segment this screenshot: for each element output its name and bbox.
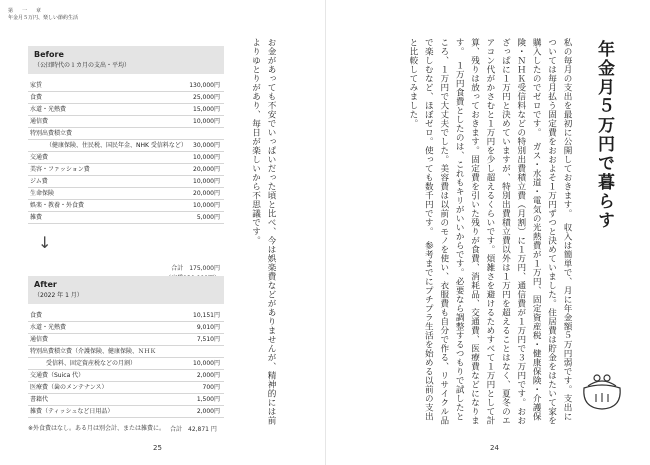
expense-row xyxy=(28,334,224,346)
expense-amount: 2,000円 xyxy=(196,372,220,379)
expense-amount: 10,000円 xyxy=(193,178,220,185)
after-expense-list xyxy=(28,310,224,418)
expense-row xyxy=(28,406,224,418)
expense-label: 特別出費積立費（介護保険、健康保険、ＮＨＫ xyxy=(30,348,157,355)
after-expense-box xyxy=(28,276,224,418)
before-title: Before xyxy=(34,50,64,59)
expense-amount: 15,000円 xyxy=(193,106,220,113)
expense-label: 受信料、固定資産税などの月割） xyxy=(46,360,137,367)
expense-row xyxy=(28,92,224,104)
expense-amount: 10,151円 xyxy=(193,312,220,319)
chapter-subtitle: 年金月５万円、楽しい節約生活 xyxy=(8,15,79,21)
expense-row xyxy=(28,370,224,382)
before-expense-box xyxy=(28,46,224,272)
expense-label: 家賃 xyxy=(30,82,43,89)
expense-amount: 7,510円 xyxy=(196,336,220,343)
expense-label: 交通費（Suica 代） xyxy=(30,372,85,379)
expense-amount: 700円 xyxy=(202,384,220,391)
expense-label: （健康保険、住民税、国民年金、NHK 受信料など） xyxy=(46,142,187,149)
expense-row xyxy=(28,358,224,370)
expense-row xyxy=(28,176,224,188)
expense-label: 食費 xyxy=(30,94,43,101)
expense-label: 水道・光熱費 xyxy=(30,106,67,113)
after-total: 合計 42,871 円 xyxy=(170,426,217,433)
down-arrow-icon: ↓ xyxy=(38,233,52,252)
after-header xyxy=(28,276,224,304)
right-page-body: 私の毎月の支出を最初に公開しておきます。 収入は簡単で、月に年金額５万円弱です。支出については毎月払う固定費をおおよそ１万円ずつと決めていました。住居費は貯金をはたいて家を購入したのでゼロです。 ガス・水道・電気の光熱費が１万円、固定資産税・健康保険・介護保険・ＮＨＫ受信料などの特別出費積立費（月割）に１万円、通信費が１万円で３万円です。おおざっぱに１万円と決めていますが、特別出費積立費以外は１万円を超えることはなく、夏冬のエアコン代がかさむと１万円を少し超えるくらいです。煩雑さを避けるためすべて１万円として計算、残りは放っておきます。固定費を引いた残りが食費、消耗品、交通費、医療費などになります。 １万円食費としたのは、これもキリがいいからです。必要なら調整するつもりで試したところ、１万円で大丈夫でした。美容費は以前のモノを使い、衣服費も自分で作る、リサイクル品で楽しむなど、ほぼゼロ。使っても数千円です。 参考までにプチプラ生活を始める以前の支出と比較してみました。 xyxy=(407,38,572,425)
expense-label: ジム費 xyxy=(30,178,48,185)
expense-row xyxy=(28,152,224,164)
expense-label: 娯楽・教養・外食費 xyxy=(30,202,85,209)
expense-amount: 20,000円 xyxy=(193,166,220,173)
expense-row xyxy=(28,164,224,176)
expense-label: 交通費 xyxy=(30,154,49,161)
expense-amount: 30,000円 xyxy=(193,142,220,149)
section-heading: 年金月５万円で暮らす xyxy=(594,40,614,230)
expense-amount: 10,000円 xyxy=(193,202,220,209)
book-gutter xyxy=(325,0,326,465)
expense-label: 美容・ファッション費 xyxy=(30,166,90,173)
expense-label: 雑費 xyxy=(30,214,43,221)
expense-amount: 2,000円 xyxy=(196,408,220,415)
expense-label: 医療費（歯のメンテナンス） xyxy=(30,384,108,391)
expense-label: 通信費 xyxy=(30,336,49,343)
page-number-right: 24 xyxy=(490,444,499,452)
expense-row xyxy=(28,382,224,394)
after-title: After xyxy=(34,280,57,289)
expense-row xyxy=(28,310,224,322)
expense-amount: 130,000円 xyxy=(189,82,220,89)
expense-label: 書籍代 xyxy=(30,396,49,403)
expense-amount: 5,000円 xyxy=(196,214,220,221)
expense-row xyxy=(28,104,224,116)
expense-amount: 10,000円 xyxy=(193,154,220,161)
expense-label: 通信費 xyxy=(30,118,49,125)
expense-label: 雑費（ティッシュなど日用品） xyxy=(30,408,114,415)
expense-label: 生命保険 xyxy=(30,190,55,197)
expense-row xyxy=(28,394,224,406)
expense-amount: 25,000円 xyxy=(193,94,220,101)
expense-amount: 9,010円 xyxy=(196,324,220,331)
expense-row xyxy=(28,322,224,334)
expense-amount: 10,000円 xyxy=(193,360,220,367)
expense-row xyxy=(28,346,224,358)
expense-row xyxy=(28,140,224,152)
expense-row xyxy=(28,212,224,224)
expense-row xyxy=(28,128,224,140)
expense-amount: 1,500円 xyxy=(196,396,220,403)
expense-row xyxy=(28,188,224,200)
expense-row xyxy=(28,200,224,212)
purse-illustration xyxy=(578,372,626,412)
before-total: 合計 175,000円 xyxy=(171,265,220,272)
page-number-left: 25 xyxy=(153,444,162,452)
chapter-label: 第 一 章 xyxy=(8,8,44,14)
expense-label: 水道・光熱費 xyxy=(30,324,67,331)
expense-amount: 20,000円 xyxy=(193,190,220,197)
after-subtitle: （2022 年 1 月） xyxy=(34,292,83,299)
before-header xyxy=(28,46,224,74)
before-subtitle: （公団時代の１カ月の支出・平均） xyxy=(34,62,131,69)
expense-row xyxy=(28,116,224,128)
before-expense-list xyxy=(28,80,224,224)
expense-row xyxy=(28,80,224,92)
expense-label: 特別出費積立費 xyxy=(30,130,73,137)
expense-amount: 10,000円 xyxy=(193,118,220,125)
after-footnote: ※外食費はなし。ある月は別会計、または雑費に。 xyxy=(28,425,166,432)
left-page-body: お金があっても不安でいっぱいだった頃と比べ、今は娯楽費などがありませんが、精神的には前よりゆとりがあり、毎日が楽しいから不思議です。 xyxy=(250,38,276,425)
running-head xyxy=(8,8,78,22)
expense-label: 食費 xyxy=(30,312,43,319)
